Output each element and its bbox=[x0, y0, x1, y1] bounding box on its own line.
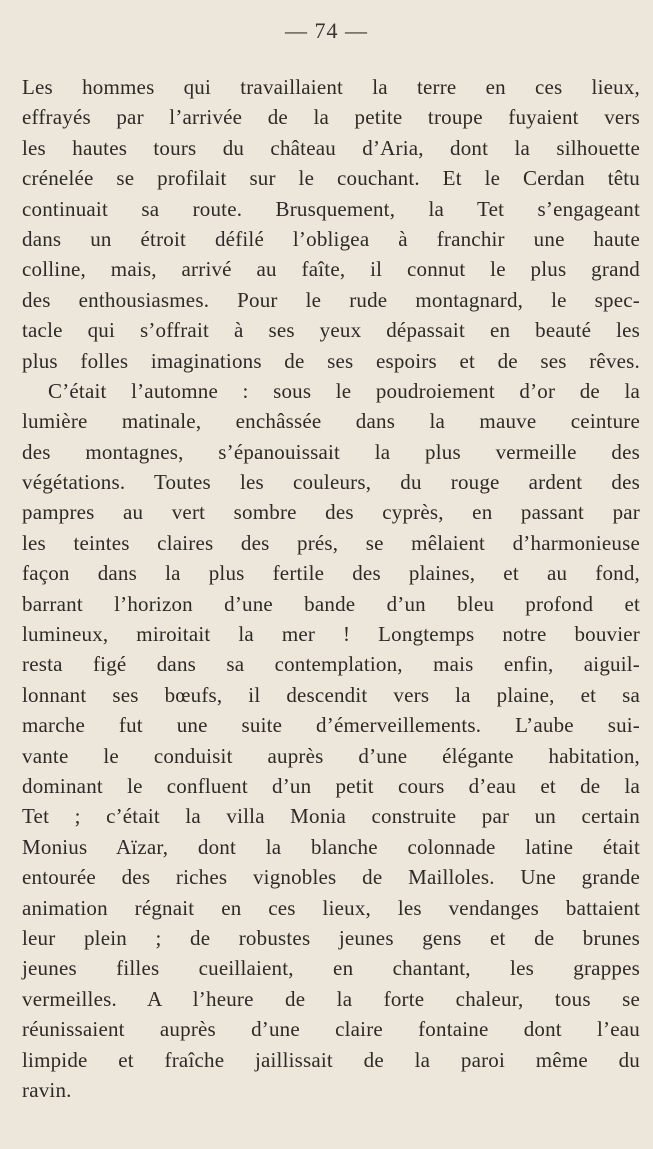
text-line: animation régnait en ces lieux, les vendanges battaient bbox=[22, 895, 640, 920]
text-line: barrant l’horizon d’une bande d’un bleu profond et bbox=[22, 591, 640, 616]
text-line: effrayés par l’arrivée de la petite troupe fuyaient vers bbox=[22, 105, 640, 130]
text-line: Monius Aïzar, dont la blanche colonnade latine était bbox=[22, 834, 640, 859]
text-line: crénelée se profilait sur le couchant. Et le Cerdan têtu bbox=[22, 166, 640, 191]
text-line: leur plein ; de robustes jeunes gens et de brunes bbox=[22, 925, 640, 950]
page-number: — 74 — bbox=[285, 18, 368, 43]
text-line: ravin. bbox=[22, 1077, 72, 1102]
text-line: dominant le confluent d’un petit cours d’eau et de la bbox=[22, 773, 640, 798]
text-line: pampres au vert sombre des cyprès, en passant par bbox=[22, 500, 640, 525]
body-text bbox=[22, 72, 640, 1105]
text-line: des montagnes, s’épanouissait la plus vermeille des bbox=[22, 439, 640, 464]
text-line: végétations. Toutes les couleurs, du rouge ardent des bbox=[22, 470, 640, 495]
text-line: vermeilles. A l’heure de la forte chaleur, tous se bbox=[22, 986, 640, 1011]
text-line: resta figé dans sa contemplation, mais enfin, aiguil- bbox=[22, 652, 640, 677]
text-line: tacle qui s’offrait à ses yeux dépassait en beauté les bbox=[22, 318, 640, 343]
text-line: façon dans la plus fertile des plaines, et au fond, bbox=[22, 561, 640, 586]
text-line: C’était l’automne : sous le poudroiement d’or de la bbox=[48, 378, 640, 403]
text-line: limpide et fraîche jaillissait de la paroi même du bbox=[22, 1047, 640, 1072]
text-line: des enthousiasmes. Pour le rude montagnard, le spec- bbox=[22, 287, 640, 312]
text-line: jeunes filles cueillaient, en chantant, les grappes bbox=[22, 956, 640, 981]
text-line: lonnant ses bœufs, il descendit vers la plaine, et sa bbox=[22, 682, 640, 707]
text-line: dans un étroit défilé l’obligea à franchir une haute bbox=[22, 226, 640, 251]
text-line: colline, mais, arrivé au faîte, il connut le plus grand bbox=[22, 257, 640, 282]
text-line: les hautes tours du château d’Aria, dont la silhouette bbox=[22, 135, 640, 160]
text-line: réunissaient auprès d’une claire fontaine dont l’eau bbox=[22, 1017, 640, 1042]
text-line: continuait sa route. Brusquement, la Tet s’engageant bbox=[22, 196, 640, 221]
text-line: entourée des riches vignobles de Mailloles. Une grande bbox=[22, 865, 640, 890]
text-line: lumineux, miroitait la mer ! Longtemps notre bouvier bbox=[22, 622, 640, 647]
text-line: Les hommes qui travaillaient la terre en ces lieux, bbox=[22, 75, 640, 99]
text-line: lumière matinale, enchâssée dans la mauve ceinture bbox=[22, 409, 640, 434]
text-line: vante le conduisit auprès d’une élégante habitation, bbox=[22, 743, 640, 768]
text-line: marche fut une suite d’émerveillements. L’aube sui- bbox=[22, 713, 640, 738]
text-line: Tet ; c’était la villa Monia construite par un certain bbox=[22, 804, 640, 829]
text-line: les teintes claires des prés, se mêlaient d’harmonieuse bbox=[22, 530, 640, 555]
text-line: plus folles imaginations de ses espoirs et de ses rêves. bbox=[22, 348, 640, 373]
